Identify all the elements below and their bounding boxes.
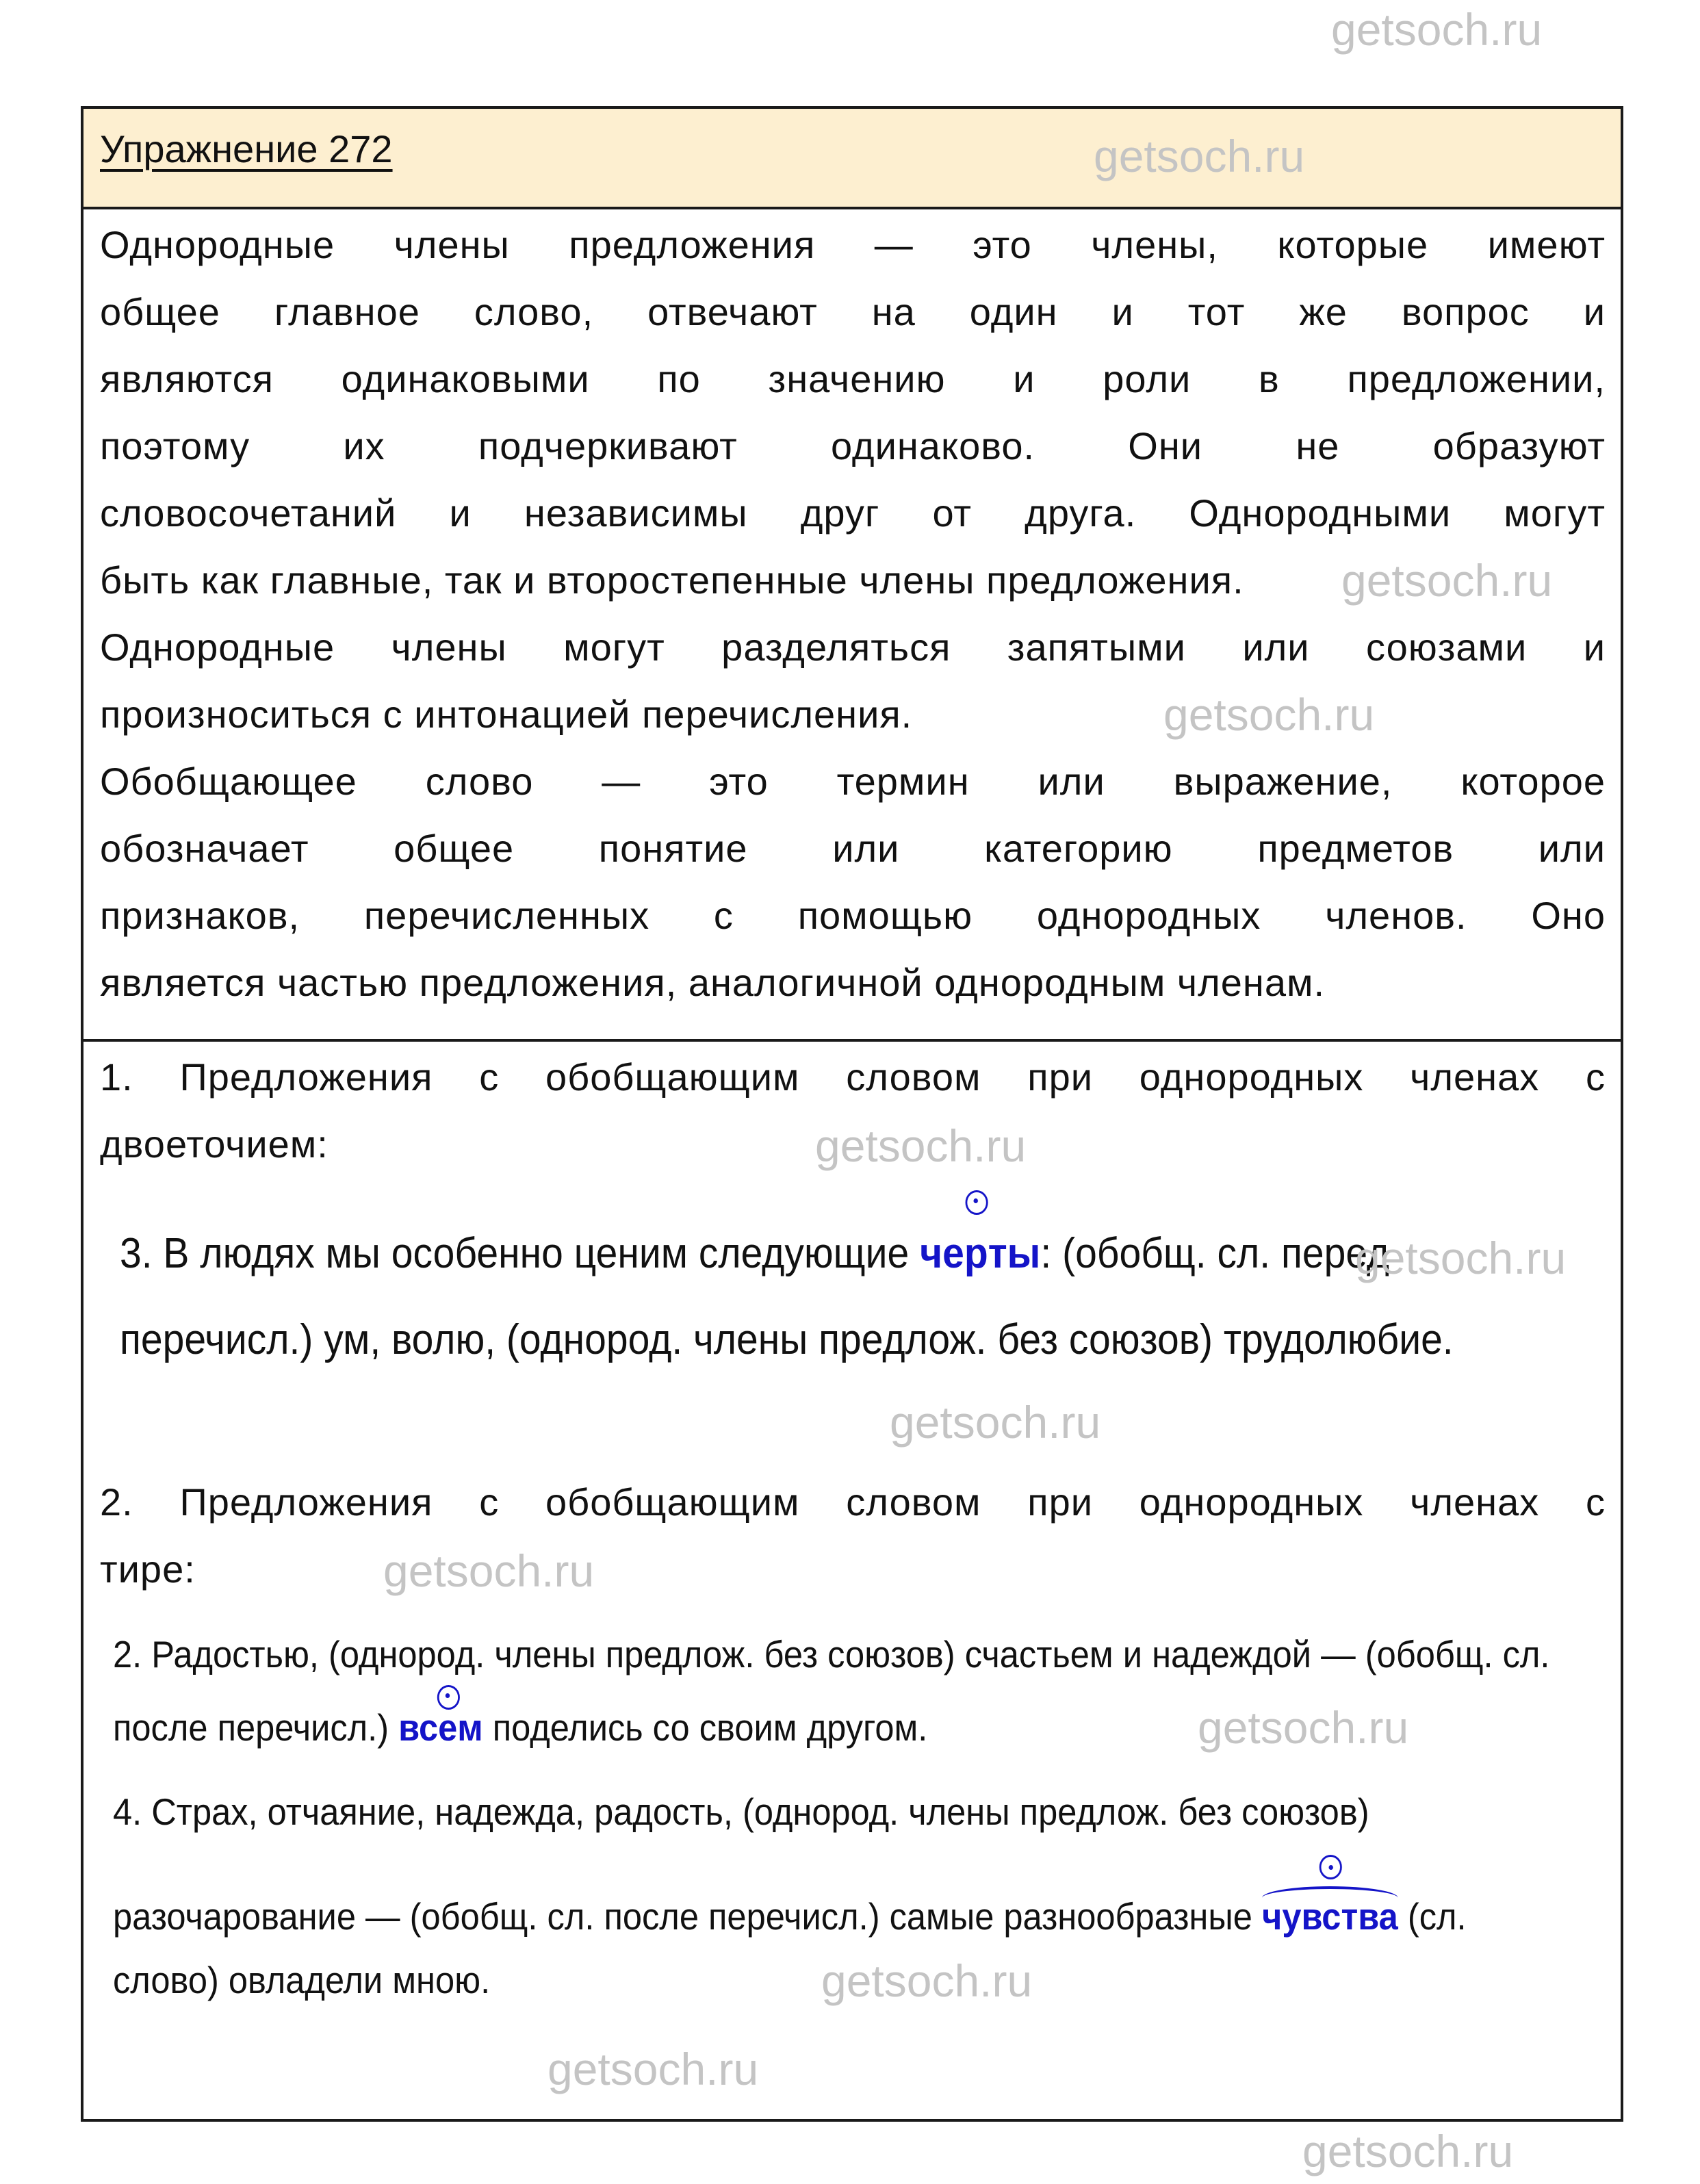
example-line: 2. Радостью, (однород. члены предлож. без союзов) счастьем и надеждой — (обобщ. сл. — [113, 1633, 1550, 1675]
watermark: getsoch.ru — [1355, 1233, 1567, 1283]
text-line: признаков, перечисленных с помощью однородных членов. Оно — [100, 894, 1606, 937]
watermark: getsoch.ru — [1302, 2126, 1514, 2176]
watermark: getsoch.ru — [1094, 131, 1305, 181]
text-line: 1. Предложения с обобщающим словом при однородных членах с — [100, 1055, 1606, 1099]
arc-mark-icon — [1262, 1886, 1398, 1910]
exercise-title: Упражнение 272 — [100, 127, 393, 170]
example-line: слово) овладели мною. — [113, 1959, 491, 2001]
text-line: тире: — [100, 1547, 196, 1591]
watermark: getsoch.ru — [1331, 4, 1543, 55]
text-line: словосочетаний и независимы друг от друга. Однородными могут — [100, 491, 1606, 535]
text-line: является частью предложения, аналогичной однородным членам. — [100, 961, 1326, 1004]
watermark: getsoch.ru — [821, 1955, 1033, 2006]
theory-text — [100, 211, 1606, 1016]
watermark: getsoch.ru — [815, 1120, 1027, 1171]
text-line: обозначает общее понятие или категорию предметов или — [100, 827, 1606, 870]
generalizing-word: чувства — [1262, 1894, 1398, 1938]
text-line: являются одинаковыми по значению и роли в предложении, — [100, 357, 1606, 400]
text-line: двоеточием: — [100, 1122, 329, 1166]
generalizing-word: черты — [920, 1230, 1040, 1277]
text-line: Однородные члены предложения — это члены, которые имеют — [100, 223, 1606, 266]
example-line: разочарование — (обобщ. сл. после перечисл.) самые разнообразные чувства (сл. — [113, 1894, 1467, 1938]
watermark: getsoch.ru — [890, 1397, 1101, 1448]
circle-mark-icon — [1319, 1855, 1342, 1879]
text-line: общее главное слово, отвечают на один и тот же вопрос и — [100, 290, 1606, 333]
answer-heading-2 — [100, 1469, 1606, 1603]
text-line: 2. Предложения с обобщающим словом при однородных членах с — [100, 1480, 1606, 1524]
exercise-header — [83, 109, 1621, 209]
text-line: Однородные члены могут разделяться запятыми или союзами и — [100, 626, 1606, 669]
example-line: после перечисл.) всем поделись со своим другом. — [113, 1706, 928, 1749]
watermark: getsoch.ru — [1198, 1702, 1409, 1753]
example-line: перечисл.) ум, волю, (однород. члены предлож. без союзов) трудолюбие. — [120, 1316, 1454, 1363]
circle-mark-icon: е — [438, 1706, 458, 1749]
watermark: getsoch.ru — [548, 2044, 759, 2094]
text-line: произноситься с интонацией перечисления. — [100, 693, 913, 736]
watermark: getsoch.ru — [383, 1545, 595, 1596]
watermark: getsoch.ru — [1341, 555, 1553, 606]
theory-section — [83, 209, 1621, 1042]
text-line: Обобщающее слово — это термин или выражение, которое — [100, 760, 1606, 803]
text-line: быть как главные, так и второстепенные члены предложения. — [100, 558, 1244, 602]
example-line: 4. Страх, отчаяние, надежда, радость, (однород. члены предлож. без союзов) — [113, 1790, 1369, 1833]
watermark: getsoch.ru — [1163, 689, 1375, 740]
example-line: 3. В людях мы особенно ценим следующие черты: (обобщ. сл. перед — [120, 1211, 1454, 1297]
circle-mark-icon: р — [964, 1211, 988, 1297]
text-line: поэтому их подчеркивают одинаково. Они не образуют — [100, 424, 1606, 467]
exercise-card — [81, 106, 1623, 2122]
generalizing-word: всем — [398, 1706, 483, 1749]
example-1 — [120, 1211, 1454, 1383]
